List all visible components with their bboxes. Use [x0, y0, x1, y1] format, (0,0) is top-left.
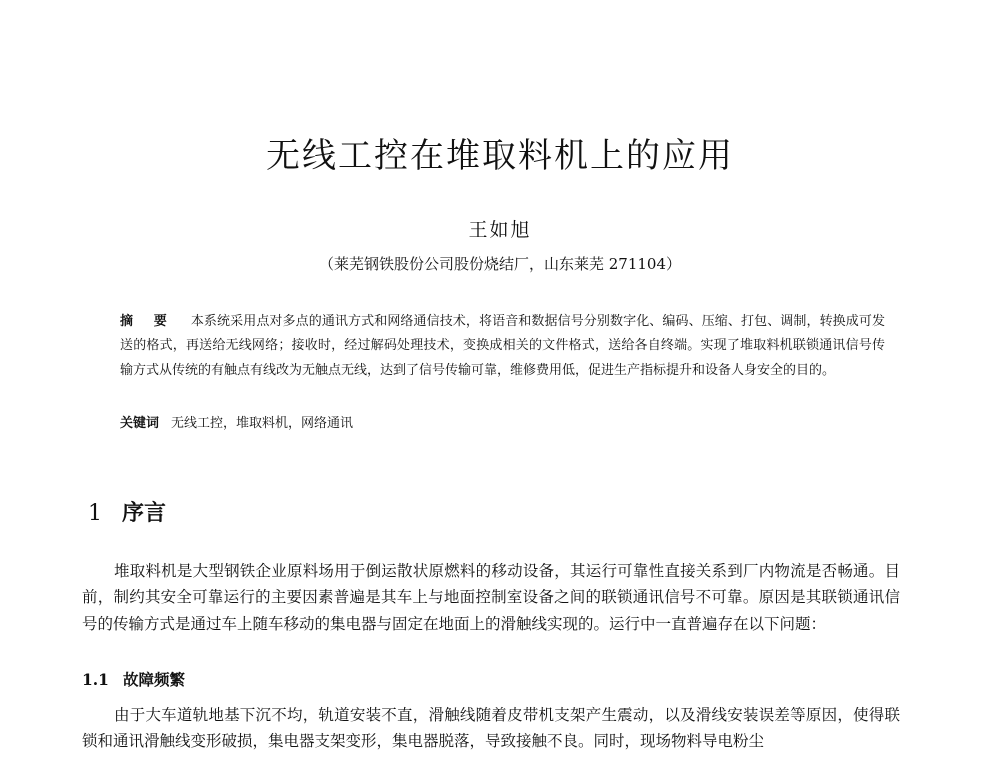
- subsection-heading-1-1: [82, 668, 185, 690]
- keywords-text: 无线工控，堆取料机，网络通讯: [171, 416, 354, 431]
- section-title: 序言: [122, 501, 167, 526]
- section-number: 1: [88, 501, 102, 526]
- section-heading-1: [88, 496, 166, 527]
- body-paragraph: 由于大车道轨地基下沉不均，轨道安装不直，滑触线随着皮带机支架产生震动，以及滑线安装误差等原因，使得联锁和通讯滑触线变形破损，集电器支架变形，集电器脱落，导致接触不良。同时，现场物料导电粉尘: [82, 706, 900, 751]
- keywords-label: 关键词: [120, 416, 160, 431]
- body-paragraph: 堆取料机是大型钢铁企业原料场用于倒运散状原燃料的移动设备，其运行可靠性直接关系到厂内物流是否畅通。目前，制约其安全可靠运行的主要因素普遍是其车上与地面控制室设备之间的联锁通讯信号不可靠。原因是其联锁通讯信号的传输方式是通过车上随车移动的集电器与固定在地面上的滑触线实现的。运行中一直普遍存在以下问题：: [82, 562, 900, 633]
- subsection-number: 1.1: [82, 670, 109, 689]
- abstract-text: 本系统采用点对多点的通讯方式和网络通信技术，将语音和数据信号分别数字化、编码、压缩、打包、调制，转换成可发送的格式，再送给无线网络；接收时，经过解码处理技术，变换成相关的文件格式，送给各自终端。实现了堆取料机联锁通讯信号传输方式从传统的有触点有线改为无触点无线，达到了信号传输可靠，维修费用低，促进生产指标提升和设备人身安全的目的。: [120, 314, 885, 378]
- keywords-block: [120, 413, 885, 435]
- abstract-block: [120, 310, 885, 383]
- author-name: 王如旭: [468, 219, 532, 241]
- subsection-title: 故障频繁: [122, 670, 185, 689]
- abstract-label: 摘 要: [120, 314, 175, 329]
- paper-title: 无线工控在堆取料机上的应用: [266, 136, 734, 176]
- author-affiliation: （莱芜钢铁股份公司股份烧结厂，山东莱芜 271104）: [318, 255, 682, 273]
